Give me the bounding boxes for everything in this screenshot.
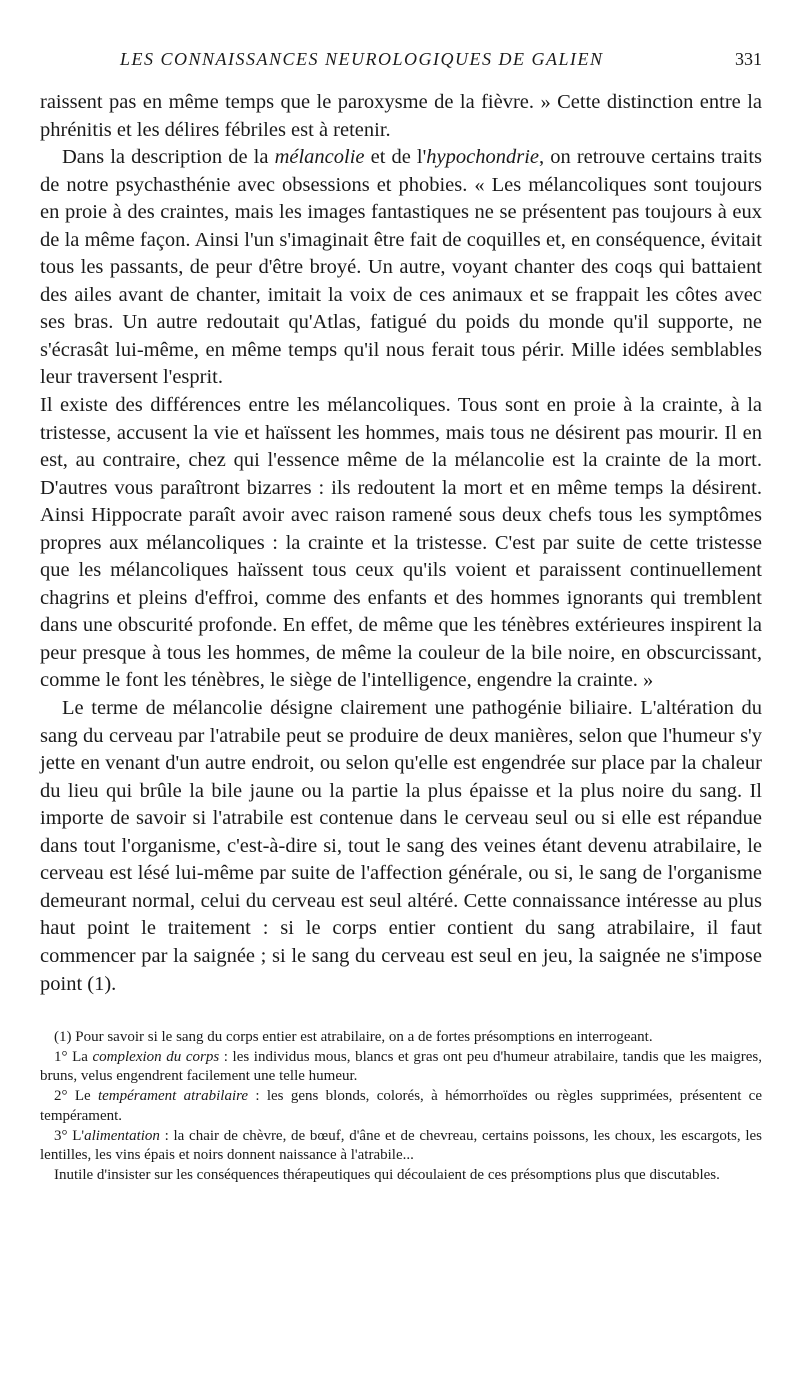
italic-term-melancolie: mélancolie [274, 146, 365, 169]
footnote-item-complexion [40, 1048, 762, 1087]
footnote-1: (1) Pour savoir si le sang du corps entier est atrabilaire, on a de fortes présomptions en interrogeant. [54, 1029, 653, 1046]
footnote-item-alimentation [40, 1127, 762, 1166]
paragraph-differences: Il existe des différences entre les mélancoliques. Tous sont en proie à la crainte, à la tristesse, accusent la vie et haïssent les hommes, mais tous ne désirent pas mourir. Il en est, au contraire, chez qui l'essence même de la mélancolie est la crainte de la mort. D'autres vous paraîtront bizarres : ils redoutent la mort et en même temps la désirent. Ainsi Hippocrate paraît avoir avec raison ramené sous deux chefs tous les symptômes propres aux mélancoliques : la crainte et la tristesse. C'est par suite de cette tristesse que les mélancoliques haïssent tous ceux qu'ils voient et paraissent continuellement chagrins et pleins d'effroi, comme des enfants et des hommes ignorants qui tremblent dans une obscurité profonde. En effet, de même que les ténèbres extérieures inspirent la peur presque à tous les hommes, de même la couleur de la bile noire, en obscurcissant, comme le font les ténèbres, le siège de l'intelligence, engendre la crainte. » [40, 394, 762, 692]
paragraph-pathogenie: Le terme de mélancolie désigne clairement une pathogénie biliaire. L'altération du sang du cerveau par l'atrabile peut se produire de deux manières, selon que l'humeur s'y jette en venant d'un autre endroit, ou selon qu'elle est engendrée sur place par la chaleur du lieu qui brûle la bile jaune ou la partie la plus épaisse et la plus noire du sang. Il importe de savoir si l'atrabile est contenue dans le cerveau seul ou si elle est répandue dans tout l'organisme, c'est-à-dire si, tout le sang des veines étant devenu atrabilaire, le cerveau est lésé lui-même par suite de l'affection générale, ou si, le sang de l'organisme demeurant normal, celui du cerveau est seul altéré. Cette connaissance intéresse au plus haut point le traitement : si le corps entier contient du sang atrabilaire, il faut commencer par la saignée ; si le sang du cerveau est seul en jeu, la saignée ne s'impose point (1). [40, 697, 762, 995]
text-run: Dans la description de la [62, 146, 275, 169]
page-number: 331 [735, 49, 762, 69]
main-text [40, 89, 762, 998]
running-title: LES CONNAISSANCES NEUROLOGIQUES DE GALIEN [120, 49, 604, 69]
text-run: : la chair de chèvre, de bœuf, d'âne et de chevreau, certains poissons, les choux, les escargots, les lentilles, les vins épais et noirs donnent naissance à l'atrabile... [40, 1127, 762, 1164]
text-run: : les gens blonds, colorés, à hémorrhoïdes ou règles supprimées, présentent ce tempérament. [40, 1088, 762, 1124]
paragraph-melancolie [40, 144, 762, 392]
italic-term: complexion du corps [92, 1048, 220, 1065]
text-run: 2° Le [54, 1088, 98, 1105]
footnote-conclusion: Inutile d'insister sur les conséquences thérapeutiques qui découlaient de ces présomptions plus que discutables. [54, 1166, 720, 1183]
text-run: et de l' [364, 146, 427, 169]
text-run: 1° La [54, 1048, 93, 1065]
italic-term: tempérament atrabilaire [97, 1088, 249, 1105]
book-page [40, 0, 762, 1186]
footnote-item-temperament [40, 1087, 762, 1126]
text-run: , on retrouve certains traits de notre psychasthénie avec obsessions et phobies. « Les mélancoliques sont toujours en proie à des craintes, mais les images fantastiques ne se présentent pas toujours à eux de la même façon. Ainsi l'un s'imaginait être fait de coquilles et, en conséquence, évitait tous les passants, de peur d'être broyé. Un autre, voyant chanter des coqs qui battaient des ailes avant de chanter, imitait la voix de ces animaux et se frappait les côtes avec ses bras. Un autre redoutait qu'Atlas, fatigué du poids du monde qu'il supporte, ne s'écrasât lui-même, en même temps qu'il nous ferait tous périr. Mille idées semblables leur traversent l'esprit. [40, 146, 762, 389]
running-header [40, 40, 762, 80]
italic-term-hypochondrie: hypochondrie [426, 146, 540, 169]
paragraph-continued: raissent pas en même temps que le paroxysme de la fièvre. » Cette distinction entre la phrénitis et les délires fébriles est à retenir. [40, 91, 762, 141]
italic-term: alimentation [84, 1127, 160, 1144]
footnotes [40, 1028, 762, 1186]
text-run: : les individus mous, blancs et gras ont peu d'humeur atrabilaire, tandis que les maigres, bruns, velus engendrent facilement une telle humeur. [40, 1048, 762, 1085]
text-run: 3° L' [54, 1127, 85, 1144]
